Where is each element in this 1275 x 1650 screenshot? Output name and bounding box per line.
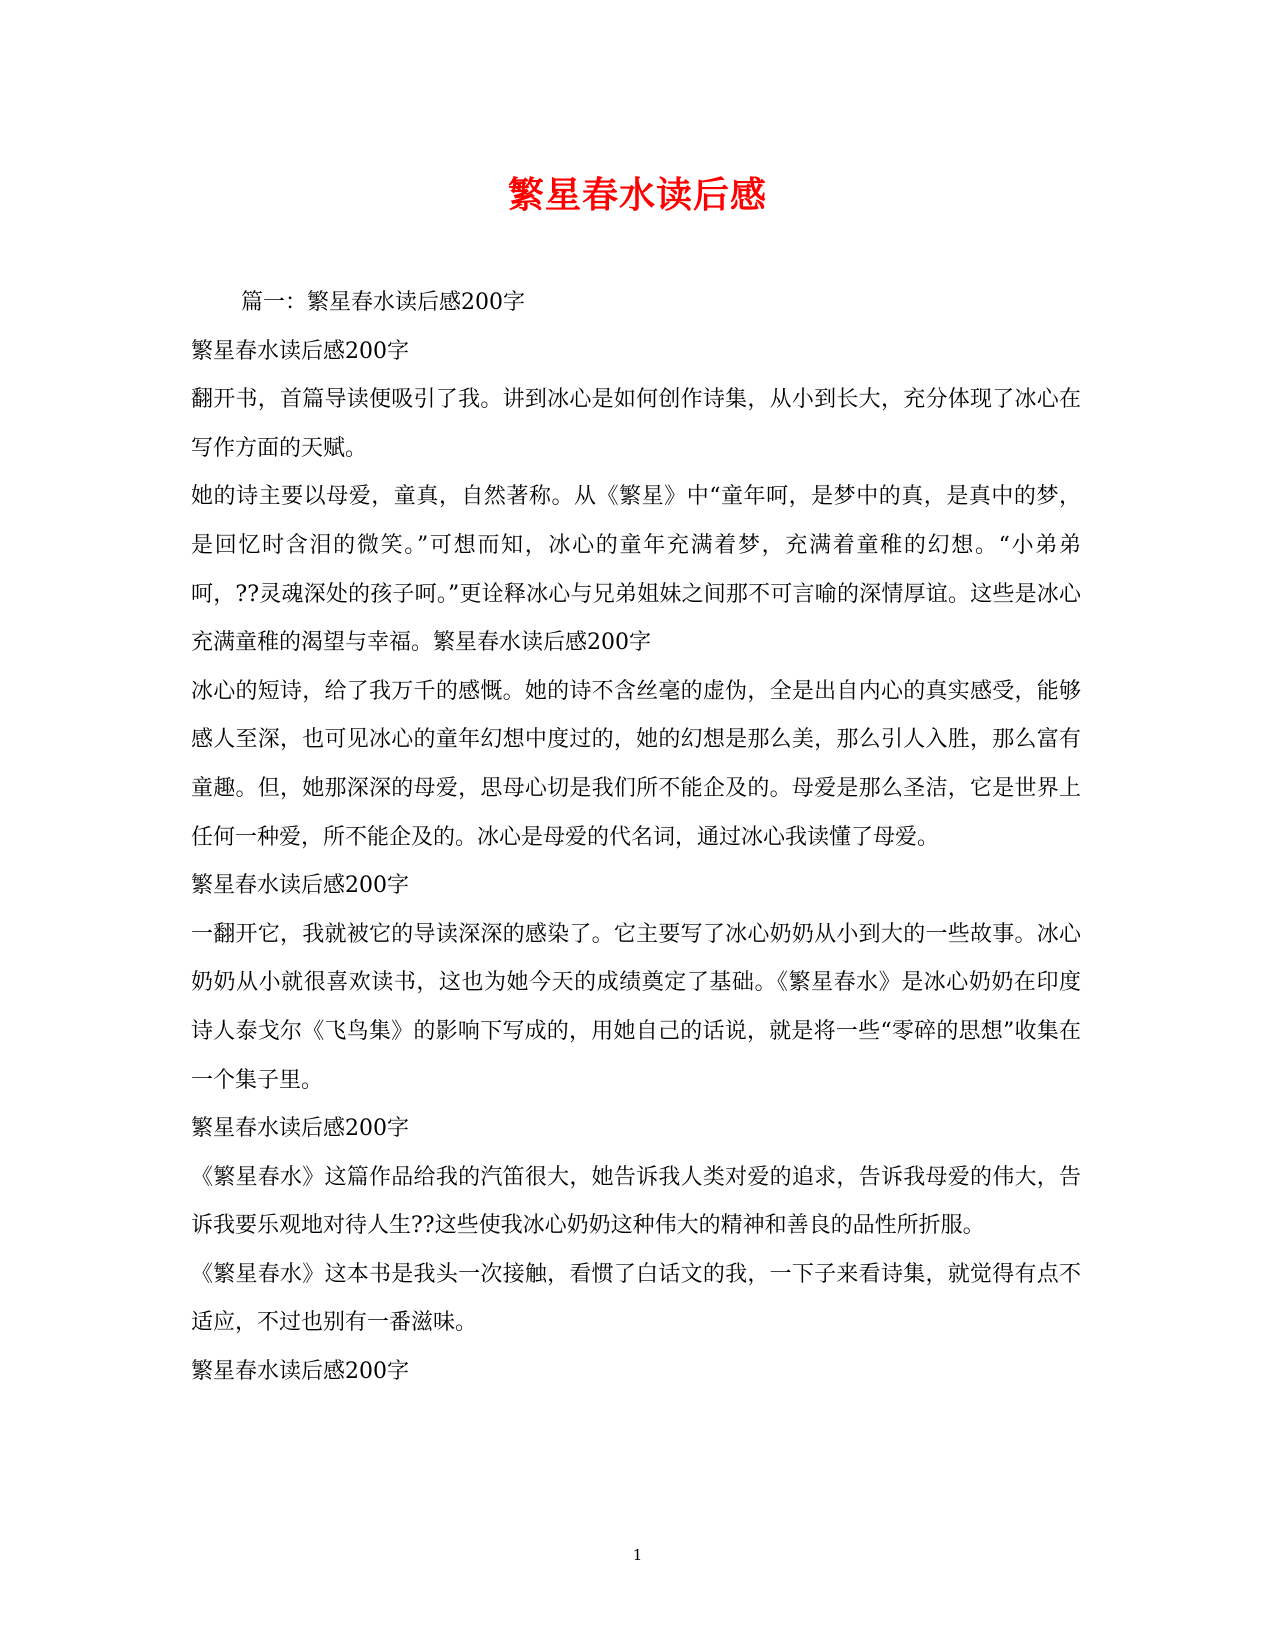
- paragraph: 《繁星春水》这本书是我头一次接触，看惯了白话文的我，一下子来看诗集，就觉得有点不适应，不过也别有一番滋味。: [191, 1261, 1081, 1336]
- document-body: [191, 279, 1081, 1397]
- paragraph: 她的诗主要以母爱，童真，自然著称。从《繁星》中“童年呵，是梦中的真，是真中的梦，是回忆时含泪的微笑。”可想而知，冰心的童年充满着梦，充满着童稚的幻想。“小弟弟呵，??灵魂深处的孩子呵。”更诠释冰心与兄弟姐妹之间那不可言喻的深情厚谊。这些是冰心充满童稚的渴望与幸福。繁星春水读后感200字: [191, 484, 1081, 656]
- page-number: 1: [632, 1546, 643, 1564]
- subheading: 繁星春水读后感200字: [191, 1116, 409, 1142]
- subheading: 繁星春水读后感200字: [191, 873, 409, 899]
- subheading: 繁星春水读后感200字: [191, 1359, 409, 1385]
- paragraph: 一翻开它，我就被它的导读深深的感染了。它主要写了冰心奶奶从小到大的一些故事。冰心奶奶从小就很喜欢读书，这也为她今天的成绩奠定了基础。《繁星春水》是冰心奶奶在印度诗人泰戈尔《飞鸟集》的影响下写成的，用她自己的话说，就是将一些“零碎的思想”收集在一个集子里。: [191, 921, 1081, 1093]
- section-heading: 篇一：繁星春水读后感200字: [241, 290, 525, 315]
- subheading: 繁星春水读后感200字: [191, 338, 409, 364]
- paragraph: 《繁星春水》这篇作品给我的汽笛很大，她告诉我人类对爱的追求，告诉我母爱的伟大，告诉我要乐观地对待人生??这些使我冰心奶奶这种伟大的精神和善良的品性所折服。: [191, 1164, 1081, 1239]
- paragraph: 翻开书，首篇导读便吸引了我。讲到冰心是如何创作诗集，从小到长大，充分体现了冰心在写作方面的天赋。: [191, 387, 1081, 461]
- document-title: 繁星春水读后感: [507, 174, 767, 216]
- paragraph: 冰心的短诗，给了我万千的感慨。她的诗不含丝毫的虚伪，全是出自内心的真实感受，能够感人至深，也可见冰心的童年幻想中度过的，她的幻想是那么美，那么引人入胜，那么富有童趣。但，她那深深的母爱，思母心切是我们所不能企及的。母爱是那么圣洁，它是世界上任何一种爱，所不能企及的。冰心是母爱的代名词，通过冰心我读懂了母爱。: [191, 678, 1081, 850]
